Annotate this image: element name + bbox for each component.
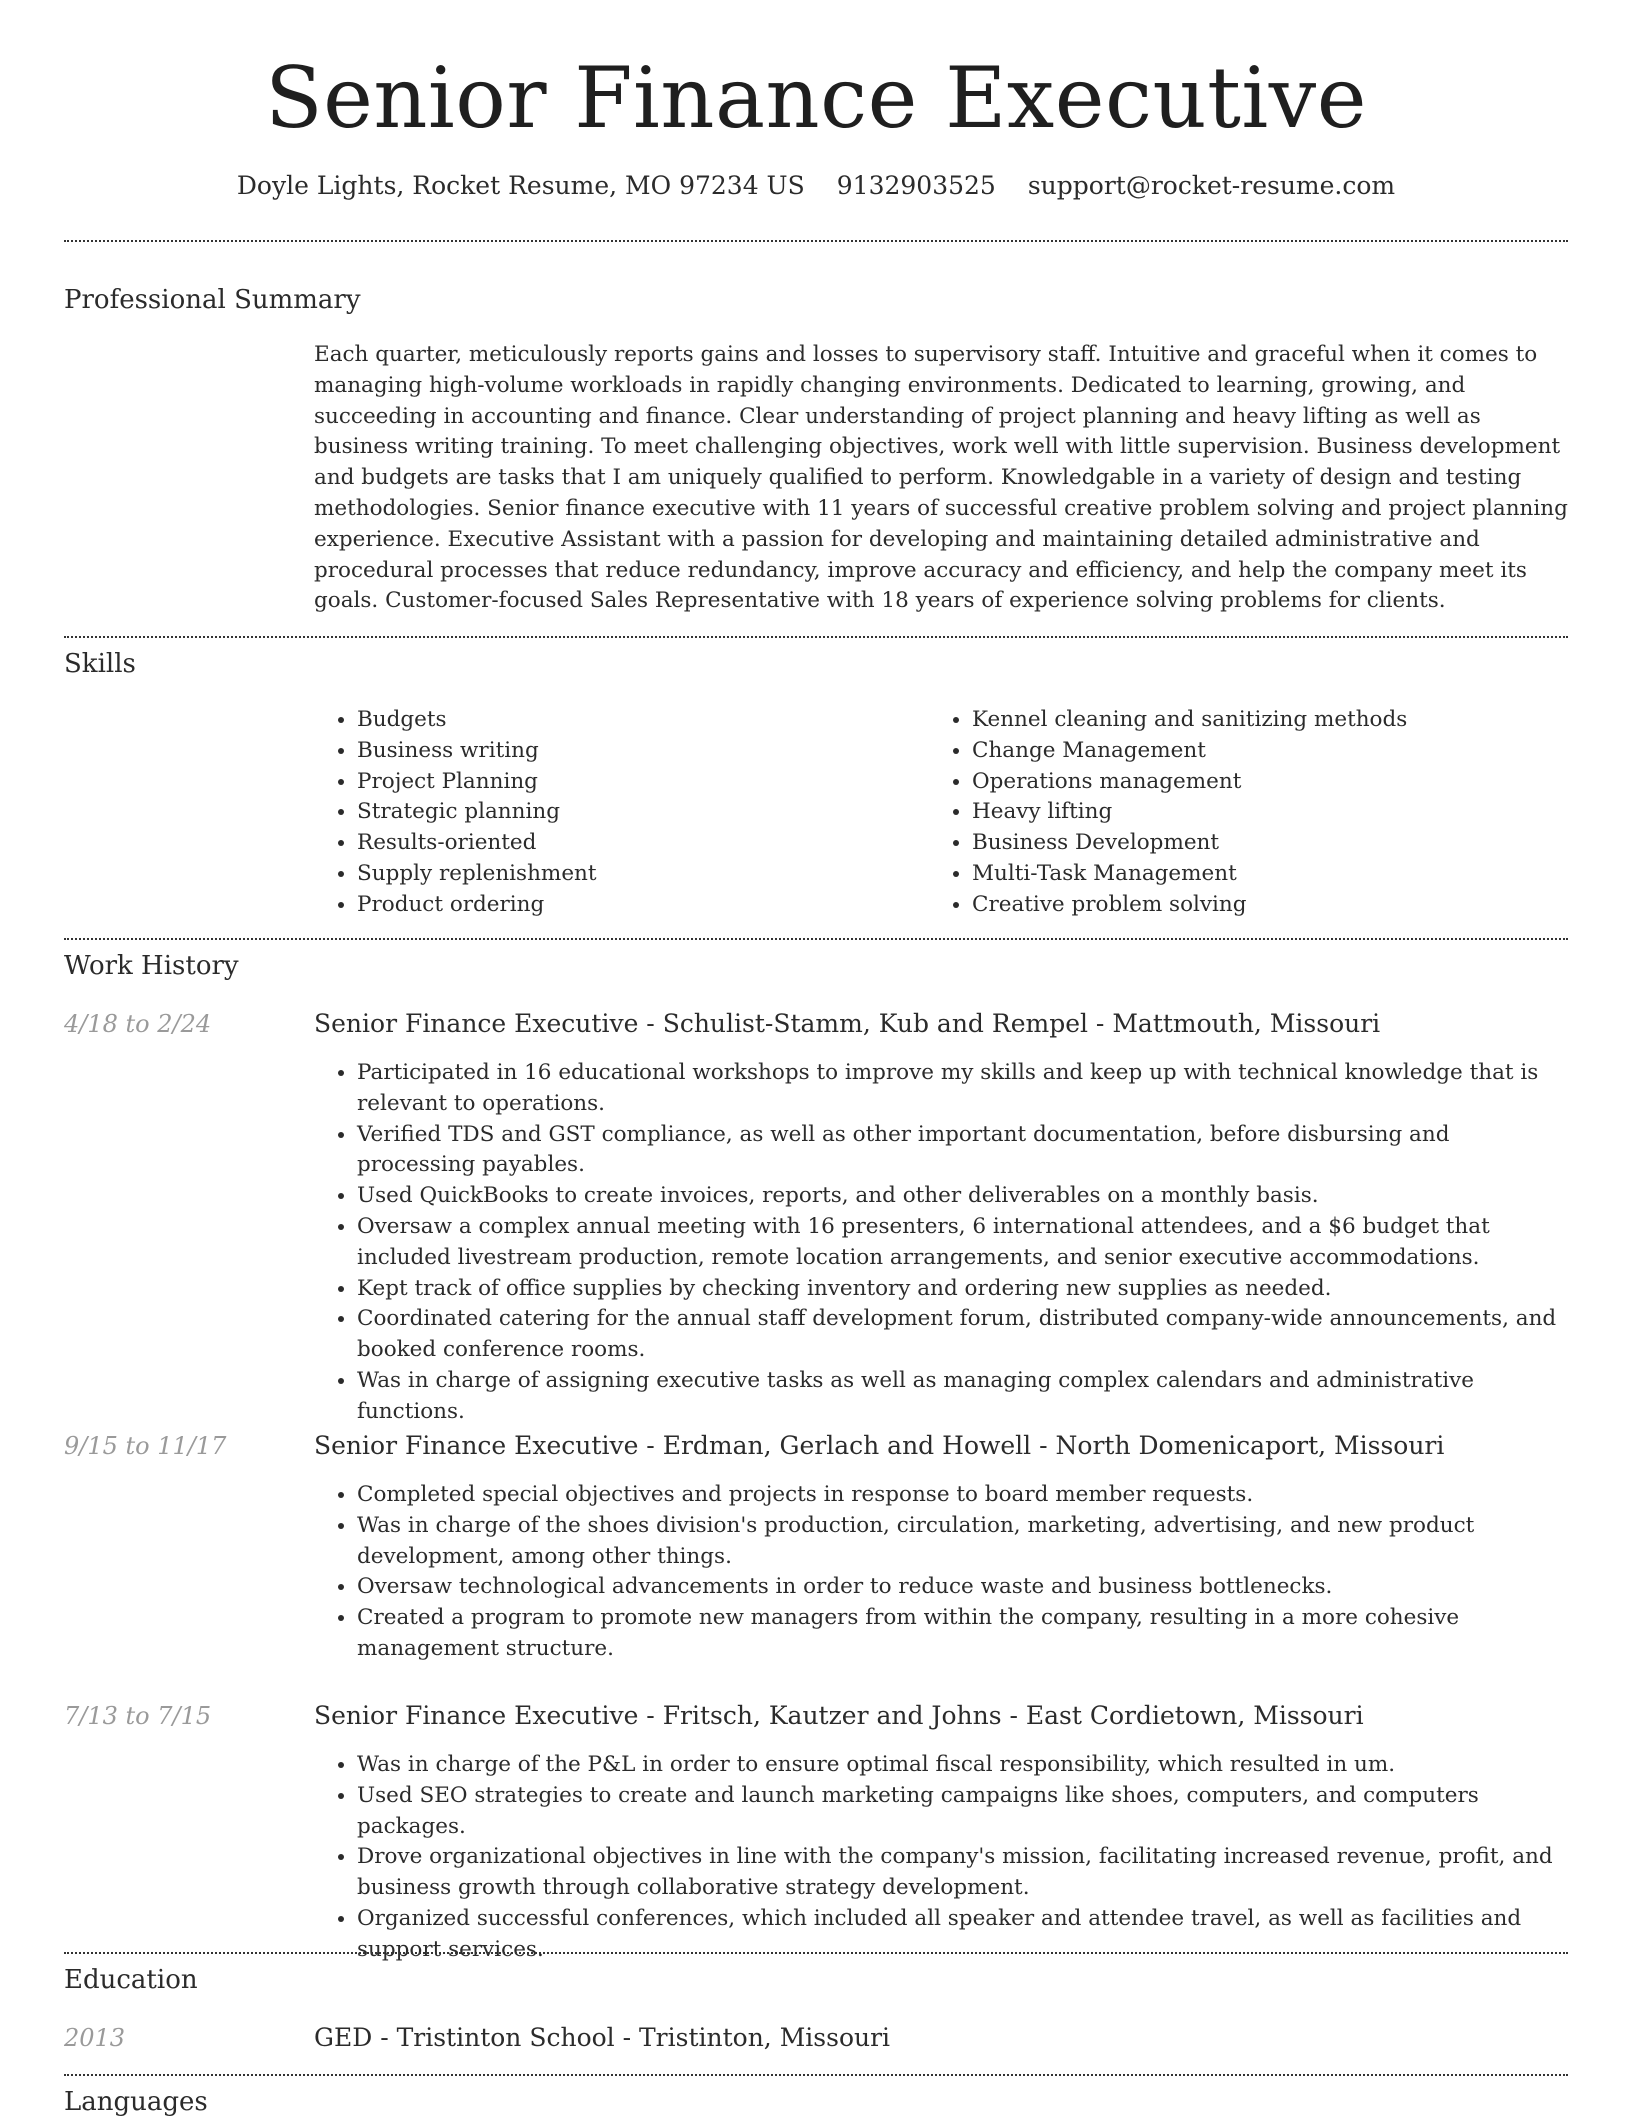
job-title: Senior Finance Executive - Erdman, Gerlach and Howell - North Domenicaport, Missouri xyxy=(314,1431,1445,1460)
job-duty-item: • Created a program to promote new managers from within the company, resulting in a more cohesive management structure. xyxy=(357,1603,1574,1665)
skill-item: • Heavy lifting xyxy=(972,797,1559,828)
skill-item: • Strategic planning xyxy=(357,797,914,828)
contact-address: Doyle Lights, Rocket Resume, MO 97234 US xyxy=(236,171,805,200)
job-duty-item: • Participated in 16 educational workshops to improve my skills and keep up with technical knowledge that is relevant to operations. xyxy=(357,1058,1574,1120)
job-title: Senior Finance Executive - Schulist-Stamm, Kub and Rempel - Mattmouth, Missouri xyxy=(314,1009,1381,1038)
job-title: Senior Finance Executive - Fritsch, Kautzer and Johns - East Cordietown, Missouri xyxy=(314,1701,1364,1730)
job-duty-item: • Was in charge of assigning executive tasks as well as managing complex calendars and administrative functions. xyxy=(357,1366,1574,1428)
skills-column-left xyxy=(314,705,914,921)
section-title-skills: Skills xyxy=(64,649,136,679)
education-year: 2013 xyxy=(64,2024,126,2052)
contact-line xyxy=(0,170,1632,202)
skills-column-right xyxy=(929,705,1559,921)
job-duty-item: • Oversaw a complex annual meeting with 16 presenters, 6 international attendees, and a $6 budget that included livestream production, remote location arrangements, and senior executive accommodations. xyxy=(357,1212,1574,1274)
job-duty-item: • Organized successful conferences, which included all speaker and attendee travel, as well as facilities and support services. xyxy=(357,1904,1574,1966)
job-duty-item: • Completed special objectives and projects in response to board member requests. xyxy=(357,1480,1574,1511)
skill-item: • Multi-Task Management xyxy=(972,859,1559,890)
job-duty-item: • Drove organizational objectives in line with the company's mission, facilitating increased revenue, profit, and business growth through collaborative strategy development. xyxy=(357,1842,1574,1904)
contact-phone: 9132903525 xyxy=(836,171,996,200)
section-title-summary: Professional Summary xyxy=(64,285,361,315)
section-divider xyxy=(64,938,1568,940)
skill-item: • Business writing xyxy=(357,736,914,767)
section-divider xyxy=(64,636,1568,638)
summary-text: Each quarter, meticulously reports gains and losses to supervisory staff. Intuitive and graceful when it comes to managing high-volume workloads in rapidly changing environments. Dedicated to learning, growing, and succeeding in accounting and finance. Clear understanding of project planning and heavy lifting as well as business writing training. To meet challenging objectives, work well with little supervision. Business development and budgets are tasks that I am uniquely qualified to perform. Knowledgable in a variety of design and testing methodologies. Senior finance executive with 11 years of successful creative problem solving and project planning experience. Executive Assistant with a passion for developing and maintaining detailed administrative and procedural processes that reduce redundancy, improve accuracy and efficiency, and help the company meet its goals. Customer-focused Sales Representative with 18 years of experience solving problems for clients. xyxy=(314,342,1568,614)
job-duty-item: • Used SEO strategies to create and launch marketing campaigns like shoes, computers, and computers packages. xyxy=(357,1781,1574,1843)
section-divider xyxy=(64,2074,1568,2076)
skill-item: • Business Development xyxy=(972,828,1559,859)
resume-name-heading: Senior Finance Executive xyxy=(265,49,1367,147)
job-duty-item: • Was in charge of the P&L in order to ensure optimal fiscal responsibility, which resulted in um. xyxy=(357,1750,1574,1781)
section-divider xyxy=(64,1952,1568,1954)
section-divider xyxy=(64,240,1568,242)
job-duty-item: • Kept track of office supplies by checking inventory and ordering new supplies as needed. xyxy=(357,1274,1574,1305)
job-duty-item: • Coordinated catering for the annual staff development forum, distributed company-wide announcements, and booked conference rooms. xyxy=(357,1304,1574,1366)
job-duty-item: • Was in charge of the shoes division's production, circulation, marketing, advertising, and new product development, among other things. xyxy=(357,1511,1574,1573)
section-title-languages: Languages xyxy=(64,2087,208,2117)
job-dates: 7/13 to 7/15 xyxy=(64,1702,212,1730)
skill-item: • Budgets xyxy=(357,705,914,736)
contact-email: support@rocket-resume.com xyxy=(1027,171,1396,200)
skill-item: • Product ordering xyxy=(357,890,914,921)
education-entry: GED - Tristinton School - Tristinton, Missouri xyxy=(314,2023,891,2052)
skill-item: • Project Planning xyxy=(357,767,914,798)
skill-item: • Results-oriented xyxy=(357,828,914,859)
skill-item: • Supply replenishment xyxy=(357,859,914,890)
job-duty-item: • Verified TDS and GST compliance, as well as other important documentation, before disbursing and processing payables. xyxy=(357,1120,1574,1182)
skill-item: • Kennel cleaning and sanitizing methods xyxy=(972,705,1559,736)
job-duties-list xyxy=(314,1480,1574,1665)
section-title-work-history: Work History xyxy=(64,951,239,981)
job-duty-item: • Used QuickBooks to create invoices, reports, and other deliverables on a monthly basis. xyxy=(357,1181,1574,1212)
job-duties-list xyxy=(314,1058,1574,1428)
job-duty-item: • Oversaw technological advancements in order to reduce waste and business bottlenecks. xyxy=(357,1572,1574,1603)
job-dates: 9/15 to 11/17 xyxy=(64,1432,227,1460)
skill-item: • Change Management xyxy=(972,736,1559,767)
job-dates: 4/18 to 2/24 xyxy=(64,1010,212,1038)
skill-item: • Creative problem solving xyxy=(972,890,1559,921)
skill-item: • Operations management xyxy=(972,767,1559,798)
job-duties-list xyxy=(314,1750,1574,1966)
section-title-education: Education xyxy=(64,1965,198,1995)
